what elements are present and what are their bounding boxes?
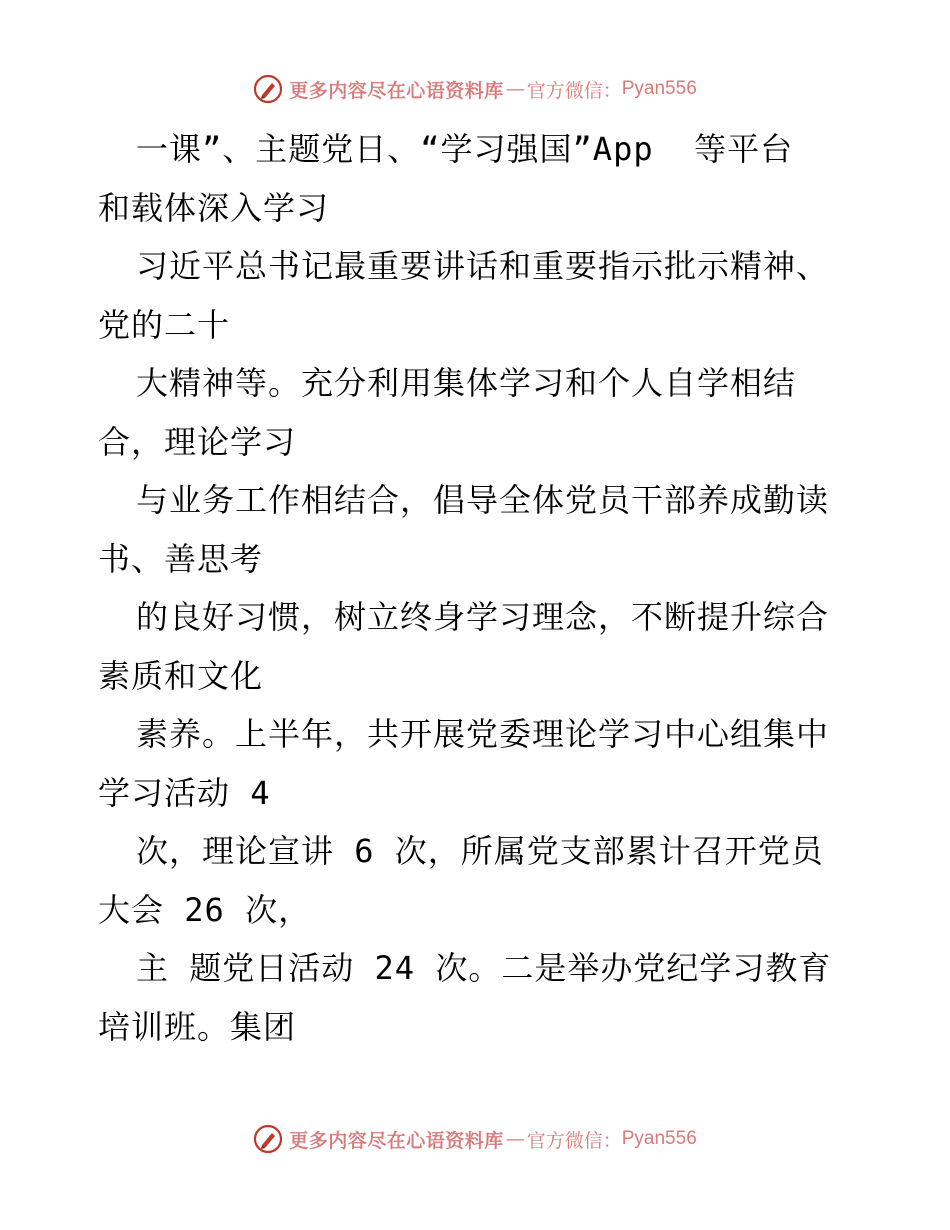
footer-watermark (0, 1122, 950, 1156)
body-line: 习近平总书记最重要讲话和重要指示批示精神、 (136, 247, 830, 285)
watermark-main-text: 更多内容尽在心语资料库 (289, 79, 504, 102)
body-line: 党的二十 (98, 305, 231, 344)
body-line: 大精神等。充分利用集体学习和个人自学相结 (136, 364, 797, 402)
header-watermark (0, 72, 950, 106)
pen-logo-icon (253, 74, 283, 104)
body-line: 和载体深入学习 (98, 188, 330, 227)
watermark-sub-text: 官方微信： (526, 79, 622, 102)
body-line: 一课”、主题党日、“学习强国”App 等平台 (136, 130, 794, 168)
body-line: 培训班。集团 (98, 1007, 297, 1046)
body-line: 素质和文化 (98, 656, 264, 695)
watermark-sub-text: 官方微信： (526, 1129, 622, 1152)
body-line: 书、善思考 (98, 539, 264, 578)
body-line: 大会 26 次， (98, 890, 312, 929)
document-body (98, 120, 898, 1056)
watermark-id-text: Pyan556 (621, 1128, 697, 1149)
watermark-main-text: 更多内容尽在心语资料库 (289, 1129, 504, 1152)
pen-logo-icon (253, 1124, 283, 1154)
watermark-dash: — (505, 1128, 525, 1150)
body-line: 合，理论学习 (98, 422, 297, 461)
body-line: 主 题党日活动 24 次。二是举办党纪学习教育 (136, 949, 832, 987)
body-line: 次，理论宣讲 6 次，所属党支部累计召开党员 (136, 832, 824, 870)
body-line: 学习活动 4 (98, 773, 271, 812)
watermark-dash: — (505, 78, 525, 100)
watermark-id-text: Pyan556 (621, 78, 697, 99)
body-line: 与业务工作相结合，倡导全体党员干部养成勤读 (136, 481, 830, 519)
body-line: 素养。上半年，共开展党委理论学习中心组集中 (136, 715, 830, 753)
body-line: 的良好习惯，树立终身学习理念，不断提升综合 (136, 598, 830, 636)
